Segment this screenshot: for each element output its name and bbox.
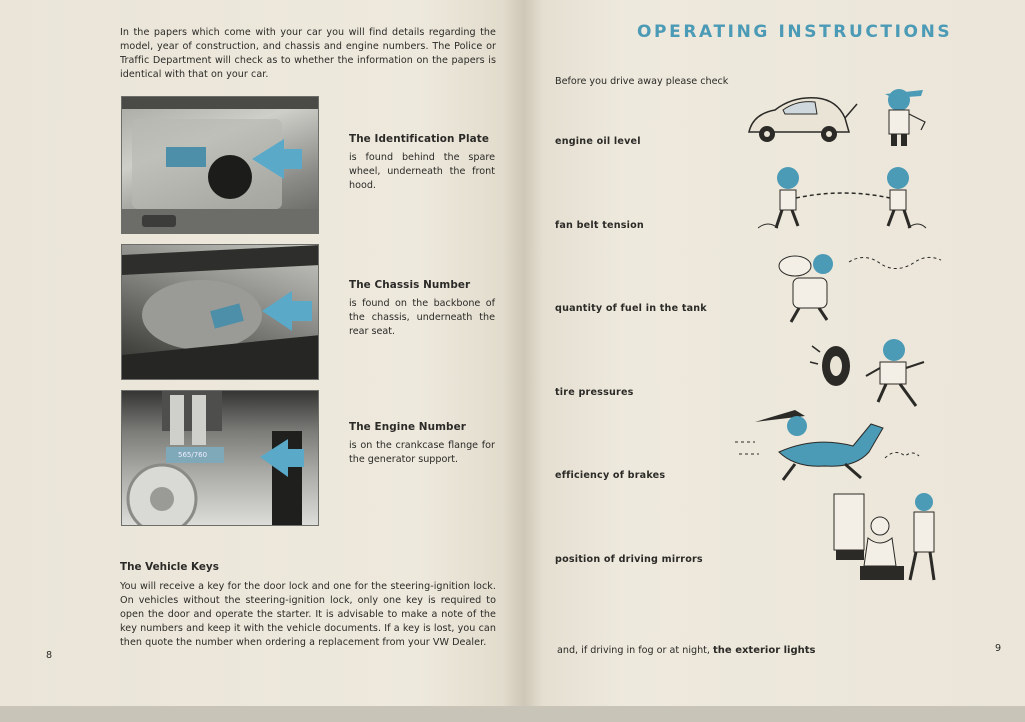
engine-number-photo	[121, 390, 319, 526]
caption-title-chassis-number: The Chassis Number	[349, 279, 471, 291]
exterior-lights-emphasis: the exterior lights	[713, 645, 816, 656]
vehicle-keys-heading: The Vehicle Keys	[120, 561, 219, 573]
horse-rider-icon	[735, 396, 921, 486]
vehicle-keys-paragraph: You will receive a key for the door lock and one for the steering-ignition lock. On vehicles without the steering-ignition lock, only one key is required to open the door and operate the starter. It is advisable to make a note of the key numbers and keep it with the vehicle documents. If a key is lost, you can then quote the number when ordering a replacement from your VW Dealer.	[120, 581, 496, 648]
check-item-tires: tire pressures	[555, 387, 634, 398]
checklist-intro: Before you drive away please check	[555, 76, 729, 87]
check-item-fuel: quantity of fuel in the tank	[555, 303, 707, 314]
page-bottom-edge	[0, 706, 1025, 722]
page-title: OPERATING INSTRUCTIONS	[637, 22, 953, 42]
check-item-oil: engine oil level	[555, 136, 641, 147]
bag-runner-icon	[765, 244, 945, 324]
caption-title-identification-plate: The Identification Plate	[349, 133, 489, 145]
exterior-lights-prefix: and, if driving in fog or at night,	[557, 645, 710, 656]
caption-body-engine-number: is on the crankcase flange for the generator support.	[349, 440, 495, 465]
page-number-left: 8	[46, 650, 53, 661]
page-number-right: 9	[995, 643, 1002, 654]
check-item-brakes: efficiency of brakes	[555, 470, 666, 481]
exterior-lights-note	[557, 645, 816, 656]
arrow-icon	[262, 291, 312, 331]
chassis-number-photo	[121, 244, 319, 380]
identification-plate-photo	[121, 96, 319, 234]
check-item-mirrors: position of driving mirrors	[555, 554, 703, 565]
engine-number-stamp: 565/760	[178, 451, 208, 459]
barber-mirror-icon	[830, 490, 940, 584]
tug-of-war-icon	[758, 162, 928, 234]
caption-title-engine-number: The Engine Number	[349, 421, 466, 433]
caption-body-identification-plate: is found behind the spare wheel, underneath the front hood.	[349, 152, 495, 191]
check-item-fan-belt: fan belt tension	[555, 220, 644, 231]
caption-body-chassis-number: is found on the backbone of the chassis, underneath the rear seat.	[349, 298, 495, 337]
car-mechanic-icon	[745, 84, 935, 152]
intro-paragraph: In the papers which come with your car you will find details regarding the model, year of construction, and chassis and engine numbers. The Police or Traffic Department will check as to whether the information on the papers is identical with that on your car.	[120, 27, 496, 80]
